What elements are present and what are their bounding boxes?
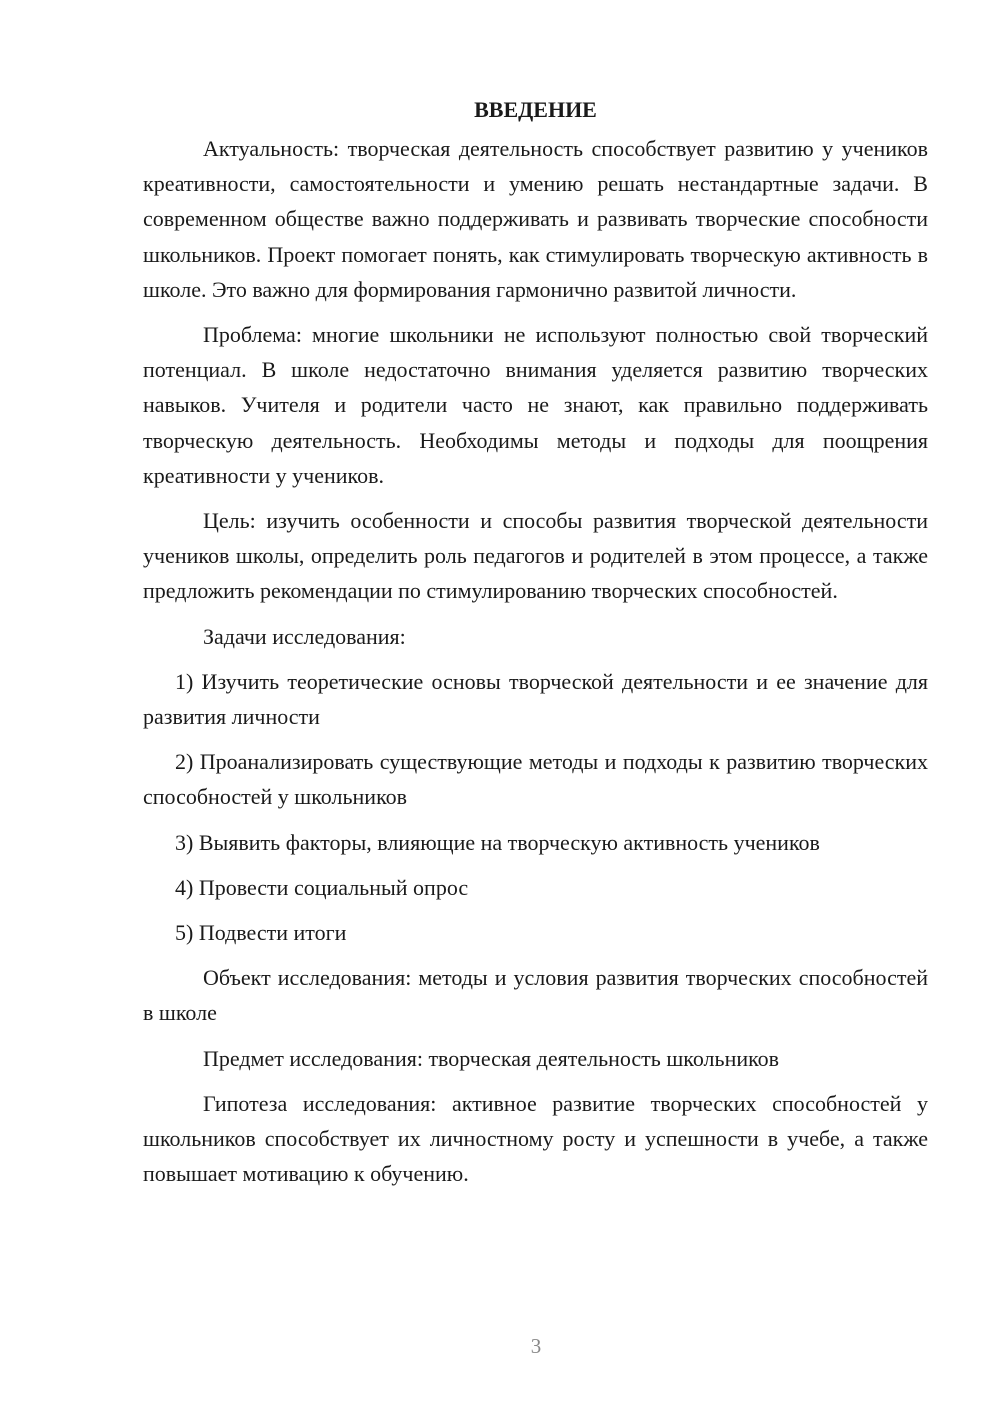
task-item-2: 2) Проанализировать существующие методы и подходы к развитию творческих способностей у школьников <box>143 749 928 810</box>
goal-paragraph: Цель: изучить особенности и способы развития творческой деятельности учеников школы, определить роль педагогов и родителей в этом процессе, а также предложить рекомендации по стимулированию творческих способностей. <box>143 508 928 604</box>
task-item-4: 4) Провести социальный опрос <box>175 874 469 900</box>
problem-paragraph: Проблема: многие школьники не используют полностью свой творческий потенциал. В школе недостаточно внимания уделяется развитию творческих навыков. Учителя и родители часто не знают, как правильно поддерживать творческую деятельность. Необходимы методы и подходы для поощрения креативности у учеников. <box>143 322 928 488</box>
subject-paragraph: Предмет исследования: творческая деятельность школьников <box>203 1045 780 1071</box>
task-item-5: 5) Подвести итоги <box>175 920 347 946</box>
section-title: ВВЕДЕНИЕ <box>474 97 597 122</box>
tasks-heading: Задачи исследования: <box>203 623 406 649</box>
hypothesis-paragraph: Гипотеза исследования: активное развитие творческих способностей у школьников способствует их личностному росту и успешности в учебе, а также повышает мотивацию к обучению. <box>143 1090 928 1187</box>
relevance-paragraph: Актуальность: творческая деятельность способствует развитию у учеников креативности, самостоятельности и умению решать нестандартные задачи. В современном обществе важно поддерживать и развивать творческие способности школьников. Проект помогает понять, как стимулировать творческую активность в школе. Это важно для формирования гармонично развитой личности. <box>143 136 928 302</box>
task-item-3: 3) Выявить факторы, влияющие на творческую активность учеников <box>175 829 820 855</box>
tasks-list <box>143 664 928 950</box>
page-number: 3 <box>530 1334 542 1358</box>
object-paragraph: Объект исследования: методы и условия развития творческих способностей в школе <box>143 965 928 1026</box>
page-content <box>143 92 928 1201</box>
task-item-1: 1) Изучить теоретические основы творческой деятельности и ее значение для развития личности <box>143 668 928 730</box>
